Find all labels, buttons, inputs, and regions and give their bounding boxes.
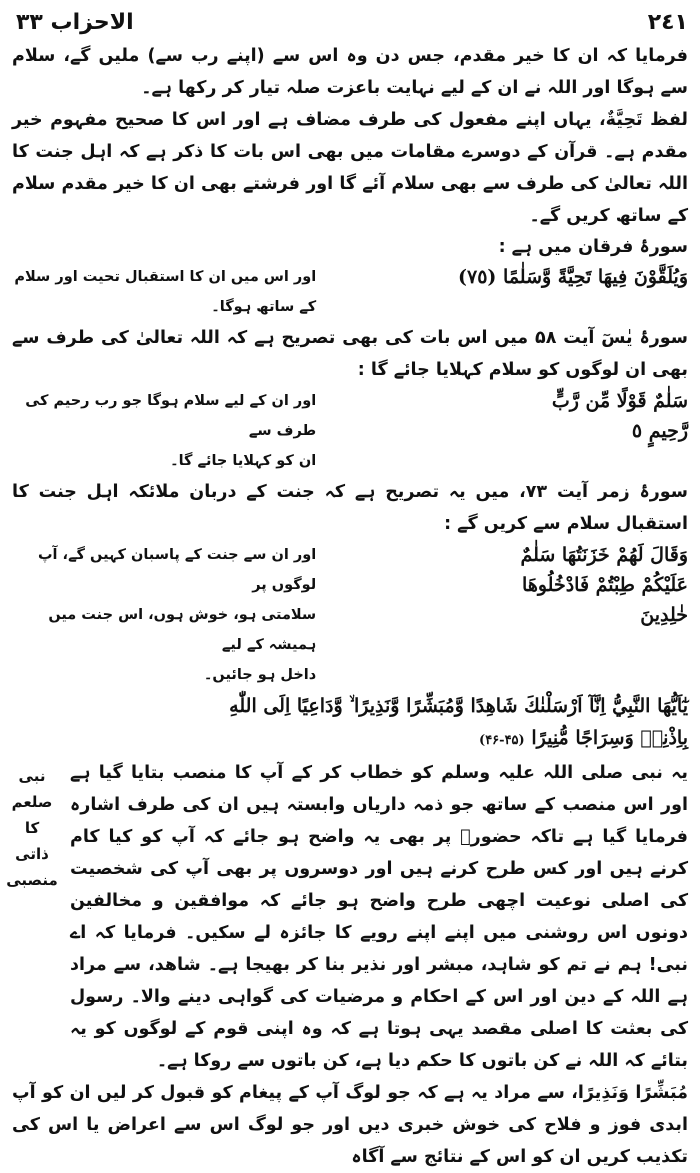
yasin-translation xyxy=(12,386,316,476)
body-text xyxy=(6,40,688,1173)
furqan-translation: اور اس میں ان کا استقبال تحیت اور سلام کے ساتھ ہوگا۔ xyxy=(14,269,317,315)
furqan-intro: سورۂ فرقان میں ہے : xyxy=(498,237,688,257)
main-ayah-ref: (۴۵-۴۶) xyxy=(479,733,525,748)
margin-note-line-2: ذاتی منصبی xyxy=(6,845,58,889)
furqan-quote xyxy=(12,262,688,322)
zumar-translation-line-3: داخل ہو جائیں۔ xyxy=(203,667,317,683)
paragraph-1: فرمایا کہ ان کا خیر مقدم، جس دن وہ اس سے (اپنے رب سے) ملیں گے، سلام سے ہوگا اور اللہ نے ان کے لیے نہایت باعزت صلہ تیار کر رکھا ہے۔ xyxy=(12,46,688,98)
explanation-paragraph: یہ نبی صلی اللہ علیہ وسلم کو خطاب کر کے آپ کا منصب بتایا گیا ہے اور اس منصب کے ساتھ جو ذمہ داریاں وابستہ ہیں ان کی طرف اشارہ فرمایا گیا ہے تاکہ حضورؐ پر بھی یہ واضح ہو جائے کہ آپ کو کیا کام کرنے ہیں اور کس طرح کرنے ہیں اور دوسروں پر بھی آپ کی شخصیت کی اصلی نوعیت اچھی طرح واضح ہو جائے کہ موافقین و مخالفین دونوں اس روشنی میں اپنے اپنے رویے کا جائزہ لے سکیں۔ فرمایا کہ اے نبی! ہم نے تم کو شاہد، مبشر اور نذیر بنا کر بھیجا ہے۔ شاھد، سے مراد ہے اللہ کے دین اور اس کے احکام و مرضیات کی گواہی دینے والا۔ رسول کی بعثت کا اصلی مقصد یہی ہوتا ہے کہ وہ اپنی قوم کے لوگوں کو یہ بتائے کہ اللہ نے کن باتوں کا حکم دیا ہے، کن باتوں سے روکا ہے۔ xyxy=(70,763,688,1071)
yasin-text: سورۂ یٰسٓ آیت ۵۸ میں اس بات کی بھی تصریح ہے کہ اللہ تعالیٰ کی طرف سے بھی ان لوگوں کو سلام کہلایا جائے گا : xyxy=(12,328,688,380)
zumar-translation-line-2: سلامتی ہو، خوش ہوں، اس جنت میں ہمیشہ کے لیے xyxy=(48,607,317,653)
zumar-translation xyxy=(12,540,316,690)
yasin-arabic-line-1: سَلٰمٌ قَوْلًا مِّن رَّبٍّ xyxy=(551,390,688,412)
yasin-arabic-line-2: رَّحِيمٍ ٥ xyxy=(631,420,688,442)
surah-title: الاحزاب ٣٣ xyxy=(16,10,134,35)
page-number: ٢٤١ xyxy=(647,10,688,35)
yasin-translation-line-1: اور ان کے لیے سلام ہوگا جو رب رحیم کی طرف سے xyxy=(25,393,317,439)
explanation-body xyxy=(70,757,688,1077)
furqan-arabic: وَيُلَقَّوْنَ فِيهَا تَحِيَّةً وَّسَلٰمًا (٧٥) xyxy=(458,266,688,288)
zumar-arabic-line-3: خٰلِدِينَ xyxy=(640,604,688,626)
main-ayah-text-2: بِاِذْنِهٖ وَسِرَاجًا مُّنِيرًا xyxy=(531,727,688,749)
yasin-translation-line-2: ان کو کہلایا جائے گا۔ xyxy=(170,453,317,469)
paragraph-2: لفظ تَحِیَّةٌ، یہاں اپنے مفعول کی طرف مضاف ہے اور اس کا صحیح مفہوم خیر مقدم ہے۔ قرآن کے دوسرے مقامات میں بھی اس بات کا ذکر ہے کہ اہل جنت کا اللہ تعالیٰ کی طرف سے بھی سلام آئے گا اور فرشتے بھی ان کا خیر مقدم سلام کے ساتھ کریں گے۔ xyxy=(12,110,688,226)
main-ayah-line-1: يٰٓاَيُّهَا النَّبِيُّ اِنَّآ اَرْسَلْنٰكَ شَاهِدًا وَّمُبَشِّرًا وَّنَذِيرًا ۙ وَّدَاعِيًا اِلَى اللّٰهِ xyxy=(229,695,688,717)
zumar-quote xyxy=(12,540,688,690)
zumar-arabic-line-2: عَلَيْكُمْ طِبْتُمْ فَادْخُلُوهَا xyxy=(522,574,688,596)
yasin-quote xyxy=(12,386,688,476)
page-header xyxy=(12,6,688,40)
margin-note xyxy=(2,763,62,893)
zumar-arabic xyxy=(316,540,688,630)
main-ayah-line-2 xyxy=(12,722,688,757)
zumar-translation-line-1: اور ان سے جنت کے پاسبان کہیں گے، آپ لوگوں پر xyxy=(37,547,317,593)
yasin-arabic xyxy=(316,386,688,446)
zumar-arabic-line-1: وَقَالَ لَهُمْ خَزَنَتُهَا سَلٰمٌ xyxy=(520,544,688,566)
explanation-section xyxy=(6,757,688,1077)
zumar-text: سورۂ زمر آیت ۷۳، میں یہ تصریح ہے کہ جنت کے دربان ملائکہ اہل جنت کا استقبال سلام سے کریں گے : xyxy=(12,482,688,534)
last-paragraph: مُبَشِّرًا وَنَذِيرًا، سے مراد یہ ہے کہ جو لوگ آپ کے پیغام کو قبول کر لیں ان کو آپ ابدی فوز و فلاح کی خوش خبری دیں اور جو لوگ اس سے اعراض یا اس کی تکذیب کریں ان کو اس کے نتائج سے آگاہ xyxy=(12,1083,688,1167)
margin-note-line-1: نبی صلعم کا xyxy=(11,767,53,837)
